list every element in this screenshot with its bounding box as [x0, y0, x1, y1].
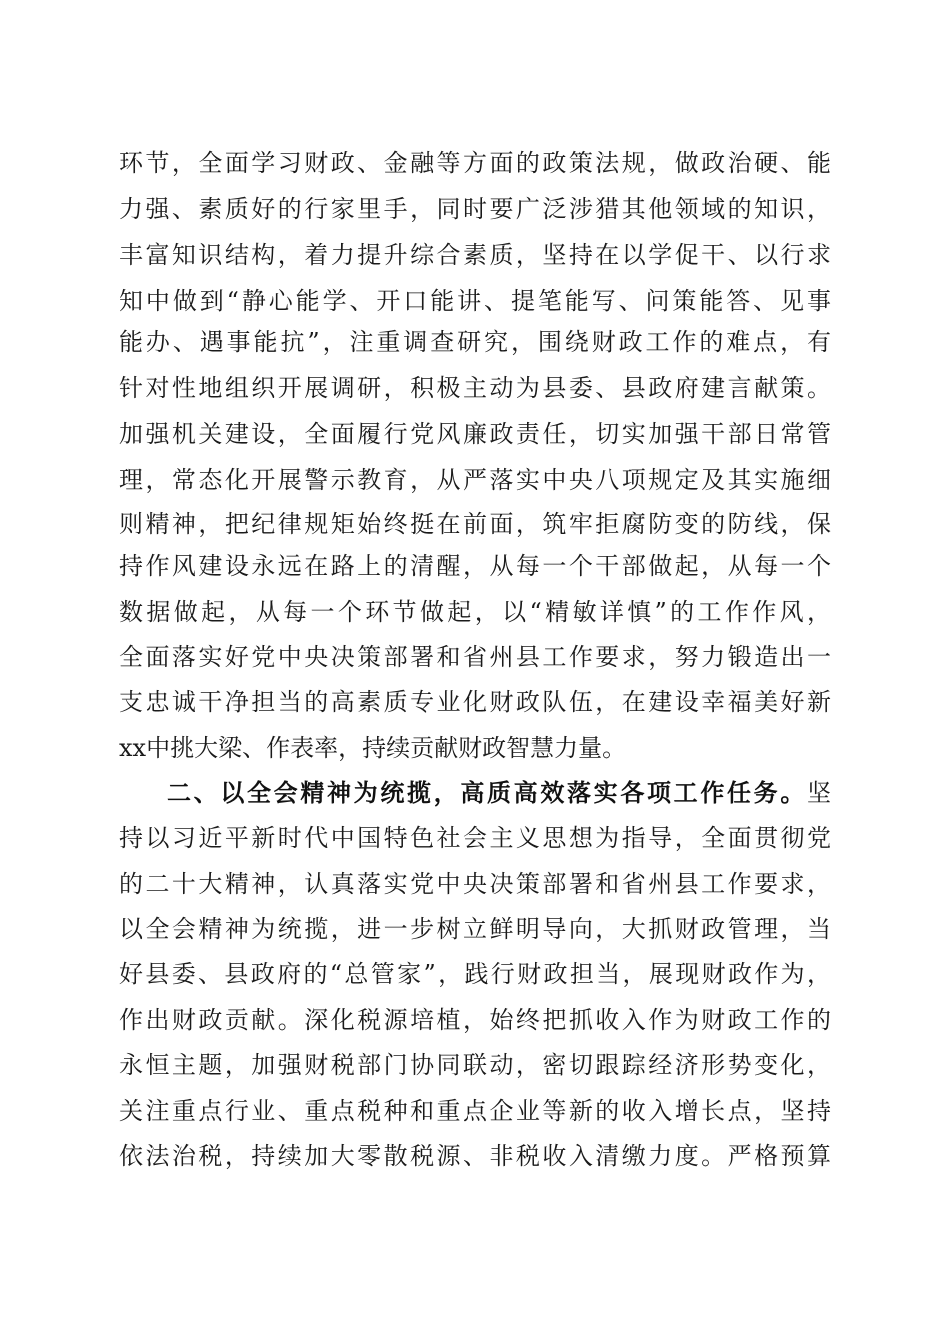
text-line: 丰富知识结构，着力提升综合素质，坚持在以学促干、以行求	[119, 241, 831, 269]
text-line: 全面落实好党中央决策部署和省州县工作要求，努力锻造出一	[119, 643, 831, 671]
text-line: 永恒主题，加强财税部门协同联动，密切跟踪经济形势变化，	[119, 1051, 831, 1079]
text-line: 力强、素质好的行家里手，同时要广泛涉猎其他领域的知识，	[119, 195, 831, 223]
text-line: 数据做起，从每一个环节做起，以“精敏详慎”的工作作风，	[119, 598, 831, 626]
text-line: 的二十大精神，认真落实党中央决策部署和省州县工作要求，	[119, 870, 831, 898]
section-heading: 二、以全会精神为统揽，高质高效落实各项工作任务。	[167, 778, 807, 807]
text-line: 理，常态化开展警示教育，从严落实中央八项规定及其实施细	[119, 466, 831, 494]
text-line: 好县委、县政府的“总管家”，践行财政担当，展现财政作为，	[119, 960, 831, 988]
text-line: 则精神，把纪律规矩始终挺在前面，筑牢拒腐防变的防线，保	[119, 510, 831, 538]
heading-line-tail: 坚	[807, 779, 831, 807]
text-line: 持以习近平新时代中国特色社会主义思想为指导，全面贯彻党	[119, 824, 831, 852]
text-line: 持作风建设永远在路上的清醒，从每一个干部做起，从每一个	[119, 552, 831, 580]
text-line: 加强机关建设，全面履行党风廉政责任，切实加强干部日常管	[119, 420, 831, 448]
text-line: 能办、遇事能抗”，注重调查研究，围绕财政工作的难点，有	[119, 328, 831, 356]
text-line: xx中挑大梁、作表率，持续贡献财政智慧力量。	[119, 734, 627, 762]
text-line: 作出财政贡献。深化税源培植，始终把抓收入作为财政工作的	[119, 1006, 831, 1034]
text-line: 环节，全面学习财政、金融等方面的政策法规，做政治硬、能	[119, 149, 831, 177]
text-line: 针对性地组织开展调研，积极主动为县委、县政府建言献策。	[119, 374, 831, 402]
text-line: 依法治税，持续加大零散税源、非税收入清缴力度。严格预算	[119, 1142, 831, 1170]
text-line: 关注重点行业、重点税种和重点企业等新的收入增长点，坚持	[119, 1097, 831, 1125]
section-heading-line	[167, 778, 831, 808]
text-line: 以全会精神为统揽，进一步树立鲜明导向，大抓财政管理，当	[119, 915, 831, 943]
text-line: 支忠诚干净担当的高素质专业化财政队伍，在建设幸福美好新	[119, 688, 831, 716]
text-line: 知中做到“静心能学、开口能讲、提笔能写、问策能答、见事	[119, 287, 831, 315]
